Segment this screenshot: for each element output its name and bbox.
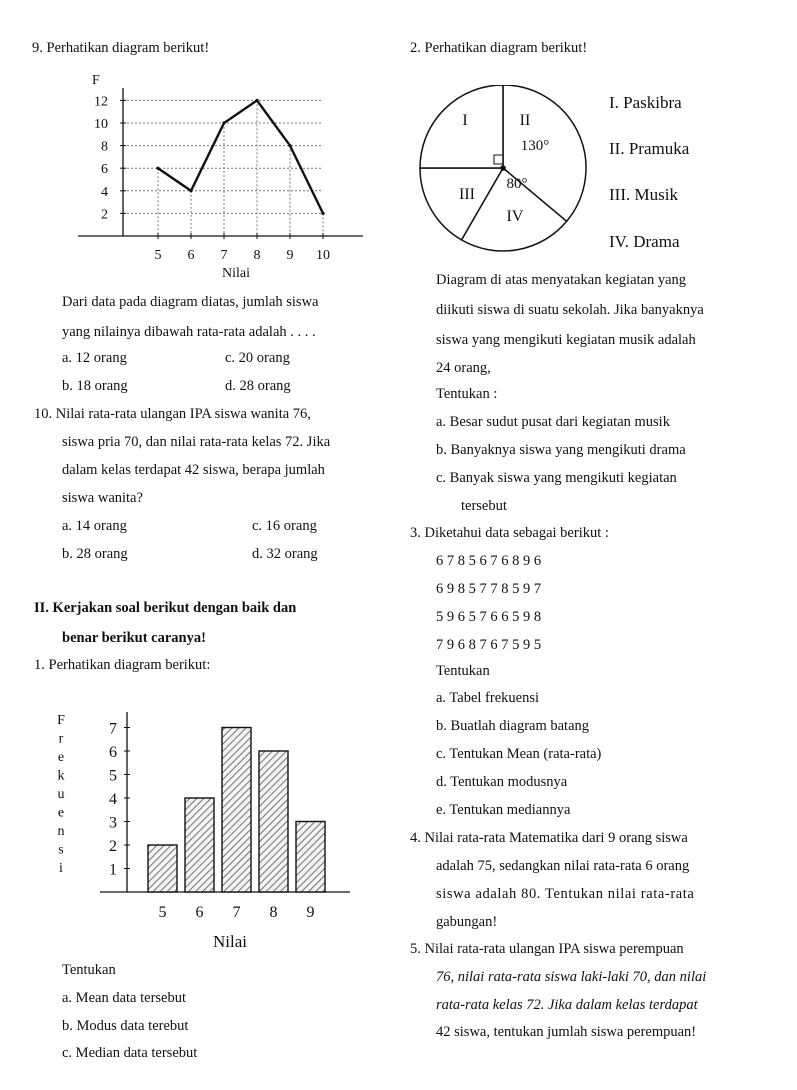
- e3-data-row-1: 6 7 8 5 6 7 6 8 9 6: [436, 553, 542, 569]
- q9-title: 9. Perhatikan diagram berikut!: [32, 40, 210, 56]
- q10-option-d: d. 32 orang: [252, 546, 318, 562]
- q10-option-b: b. 28 orang: [62, 546, 128, 562]
- q9-text-2: yang nilainya dibawah rata-rata adalah . . . .: [62, 324, 316, 340]
- section-2-heading-2: benar berikut caranya!: [62, 630, 206, 646]
- e2-paragraph-3: siswa yang mengikuti kegiatan musik adalah: [436, 332, 696, 348]
- line-chart-ylabel: F: [92, 73, 100, 88]
- pie-slice-label: I: [462, 112, 468, 129]
- q10-option-c: c. 16 orang: [252, 518, 317, 534]
- e1-tentukan: Tentukan: [62, 962, 116, 978]
- line-chart-x-tick: 8: [253, 248, 261, 263]
- e1-item-b: b. Modus data terebut: [62, 1018, 189, 1034]
- bar-chart-ylabel-letter: s: [58, 842, 64, 858]
- e2-item-c: c. Banyak siswa yang mengikuti kegiatan: [436, 470, 677, 486]
- bar-chart-x-tick: 9: [306, 904, 315, 921]
- e3-item-b: b. Buatlah diagram batang: [436, 718, 590, 734]
- bar-chart-y-tick: 4: [109, 791, 117, 808]
- q10-line-2: siswa pria 70, dan nilai rata-rata kelas 72. Jika: [62, 434, 331, 450]
- e2-item-a: a. Besar sudut pusat dari kegiatan musik: [436, 414, 670, 430]
- e3-item-c: c. Tentukan Mean (rata-rata): [436, 746, 602, 762]
- bar-chart-x-tick: 8: [269, 904, 278, 921]
- line-chart-x-tick: 5: [154, 248, 162, 263]
- bar-chart-ylabel-letter: k: [57, 768, 65, 784]
- bar-chart-xlabel: Nilai: [213, 932, 247, 951]
- pie-chart: [415, 85, 595, 260]
- line-chart-x-tick: 7: [220, 248, 228, 263]
- e3-data-row-2: 6 9 8 5 7 7 8 5 9 7: [436, 581, 542, 597]
- bar-chart-x-tick: 5: [158, 904, 167, 921]
- e3-tentukan: Tentukan: [436, 663, 490, 679]
- pie-slice-label: IV: [506, 208, 524, 225]
- pie-legend-1: I. Paskibra: [609, 93, 682, 112]
- e5-line-1: [410, 941, 684, 958]
- e3-data-row-4: 7 9 6 8 7 6 7 5 9 5: [436, 637, 542, 653]
- q10-line-4: siswa wanita?: [62, 490, 143, 506]
- line-chart-y-tick: 2: [101, 207, 108, 223]
- bar-chart-ylabel-letter: n: [57, 824, 65, 839]
- line-chart-xlabel: Nilai: [222, 266, 250, 281]
- e3-data-row-3: 5 9 6 5 7 6 6 5 9 8: [436, 609, 542, 625]
- q9-option-c: c. 20 orang: [225, 350, 290, 366]
- bar-chart-y-tick: 2: [109, 838, 117, 855]
- bar-chart-ylabel-letter: i: [59, 861, 63, 876]
- line-chart-point: [255, 99, 258, 102]
- bar-chart-ylabel-letter: e: [57, 805, 65, 821]
- line-chart-y-tick: 4: [101, 184, 108, 200]
- e2-tentukan: Tentukan :: [436, 386, 498, 402]
- q10-line-1: 10. Nilai rata-rata ulangan IPA siswa wanita 76,: [34, 406, 311, 422]
- pie-legend-3: III. Musik: [609, 185, 678, 204]
- line-chart-x-tick: 10: [316, 248, 330, 263]
- line-chart-x-tick: 6: [187, 248, 195, 263]
- e5-line-1-text: 5. Nilai rata-rata ulangan IPA siswa perempuan: [410, 941, 684, 957]
- e1-item-c: c. Median data tersebut: [62, 1045, 198, 1061]
- pie-center: [500, 165, 506, 171]
- line-chart-y-tick: 6: [101, 162, 108, 178]
- e2-paragraph-4: 24 orang,: [436, 360, 491, 376]
- e5-line-4: 42 siswa, tentukan jumlah siswa perempuan!: [436, 1024, 697, 1040]
- e2-title: 2. Perhatikan diagram berikut!: [410, 40, 588, 56]
- bar-chart-x-tick: 7: [232, 904, 241, 921]
- e4-line-4: gabungan!: [436, 914, 498, 930]
- line-chart-y-tick: 12: [94, 94, 108, 110]
- line-chart-point: [189, 189, 192, 192]
- e5-line-2: 76, nilai rata-rata siswa laki-laki 70, dan nilai: [436, 969, 707, 985]
- e2-item-c-cont: tersebut: [461, 498, 507, 514]
- line-chart: [78, 66, 378, 286]
- e3-item-e: e. Tentukan mediannya: [436, 802, 571, 818]
- bar-chart-ylabel-letter: e: [57, 750, 65, 765]
- e4-line-1: 4. Nilai rata-rata Matematika dari 9 orang siswa: [410, 830, 688, 846]
- pie-slice-label: III: [459, 186, 475, 203]
- bar-chart-bar: [259, 751, 288, 892]
- line-chart-y-tick: 10: [94, 117, 108, 132]
- q9-option-a: a. 12 orang: [62, 350, 127, 366]
- e2-paragraph-2: diikuti siswa di suatu sekolah. Jika banyaknya: [436, 302, 704, 318]
- e5-line-3: rata-rata kelas 72. Jika dalam kelas terdapat: [436, 997, 698, 1013]
- q9-option-d: d. 28 orang: [225, 378, 291, 394]
- line-chart-x-tick: 9: [286, 248, 294, 263]
- bar-chart-y-tick: 3: [109, 814, 117, 832]
- bar-chart-y-tick: 1: [109, 861, 117, 879]
- line-chart-y-tick: 8: [101, 139, 108, 155]
- line-chart-point: [156, 167, 159, 170]
- pie-angle-label: 130°: [520, 138, 550, 154]
- bar-chart-x-tick: 6: [195, 904, 204, 921]
- e2-item-b: b. Banyaknya siswa yang mengikuti drama: [436, 442, 686, 458]
- e1-title: 1. Perhatikan diagram berikut:: [34, 657, 211, 673]
- bar-chart-ylabel-letter: F: [57, 713, 65, 728]
- pie-legend-4: IV. Drama: [609, 232, 680, 251]
- e3-item-d: d. Tentukan modusnya: [436, 774, 568, 790]
- bar-chart: [40, 700, 370, 960]
- bar-chart-y-tick: 5: [109, 767, 117, 785]
- e1-item-a: a. Mean data tersebut: [62, 990, 187, 1006]
- bar-chart-ylabel-letter: u: [57, 787, 65, 802]
- bar-chart-ylabel-letter: r: [58, 731, 64, 747]
- q10-option-a: a. 14 orang: [62, 518, 127, 534]
- bar-chart-bar: [185, 798, 214, 892]
- e4-line-2: adalah 75, sedangkan nilai rata-rata 6 orang: [436, 858, 690, 874]
- pie-legend-2: II. Pramuka: [609, 139, 690, 158]
- q9-option-b: b. 18 orang: [62, 378, 128, 394]
- e2-paragraph-1: Diagram di atas menyatakan kegiatan yang: [436, 272, 687, 288]
- section-2-heading: II. Kerjakan soal berikut dengan baik dan: [34, 600, 297, 616]
- bar-chart-y-tick: 7: [109, 720, 117, 738]
- bar-chart-bar: [148, 845, 177, 892]
- e4-line-3: siswa adalah 80. Tentukan nilai rata-rata: [436, 886, 695, 902]
- line-chart-point: [288, 144, 291, 147]
- q9-text-1: Dari data pada diagram diatas, jumlah siswa: [62, 294, 319, 310]
- pie-angle-label: 80°: [506, 176, 528, 192]
- q10-line-3: dalam kelas terdapat 42 siswa, berapa jumlah: [62, 462, 325, 478]
- bar-chart-bar: [222, 728, 251, 893]
- bar-chart-y-tick: 6: [109, 744, 117, 761]
- e3-title: 3. Diketahui data sebagai berikut :: [410, 525, 609, 541]
- line-chart-point: [222, 121, 225, 124]
- bar-chart-bar: [296, 822, 325, 893]
- line-chart-series: [158, 100, 323, 213]
- line-chart-point: [321, 212, 324, 215]
- pie-slice-label: II: [519, 112, 531, 129]
- e3-item-a: a. Tabel frekuensi: [436, 690, 539, 706]
